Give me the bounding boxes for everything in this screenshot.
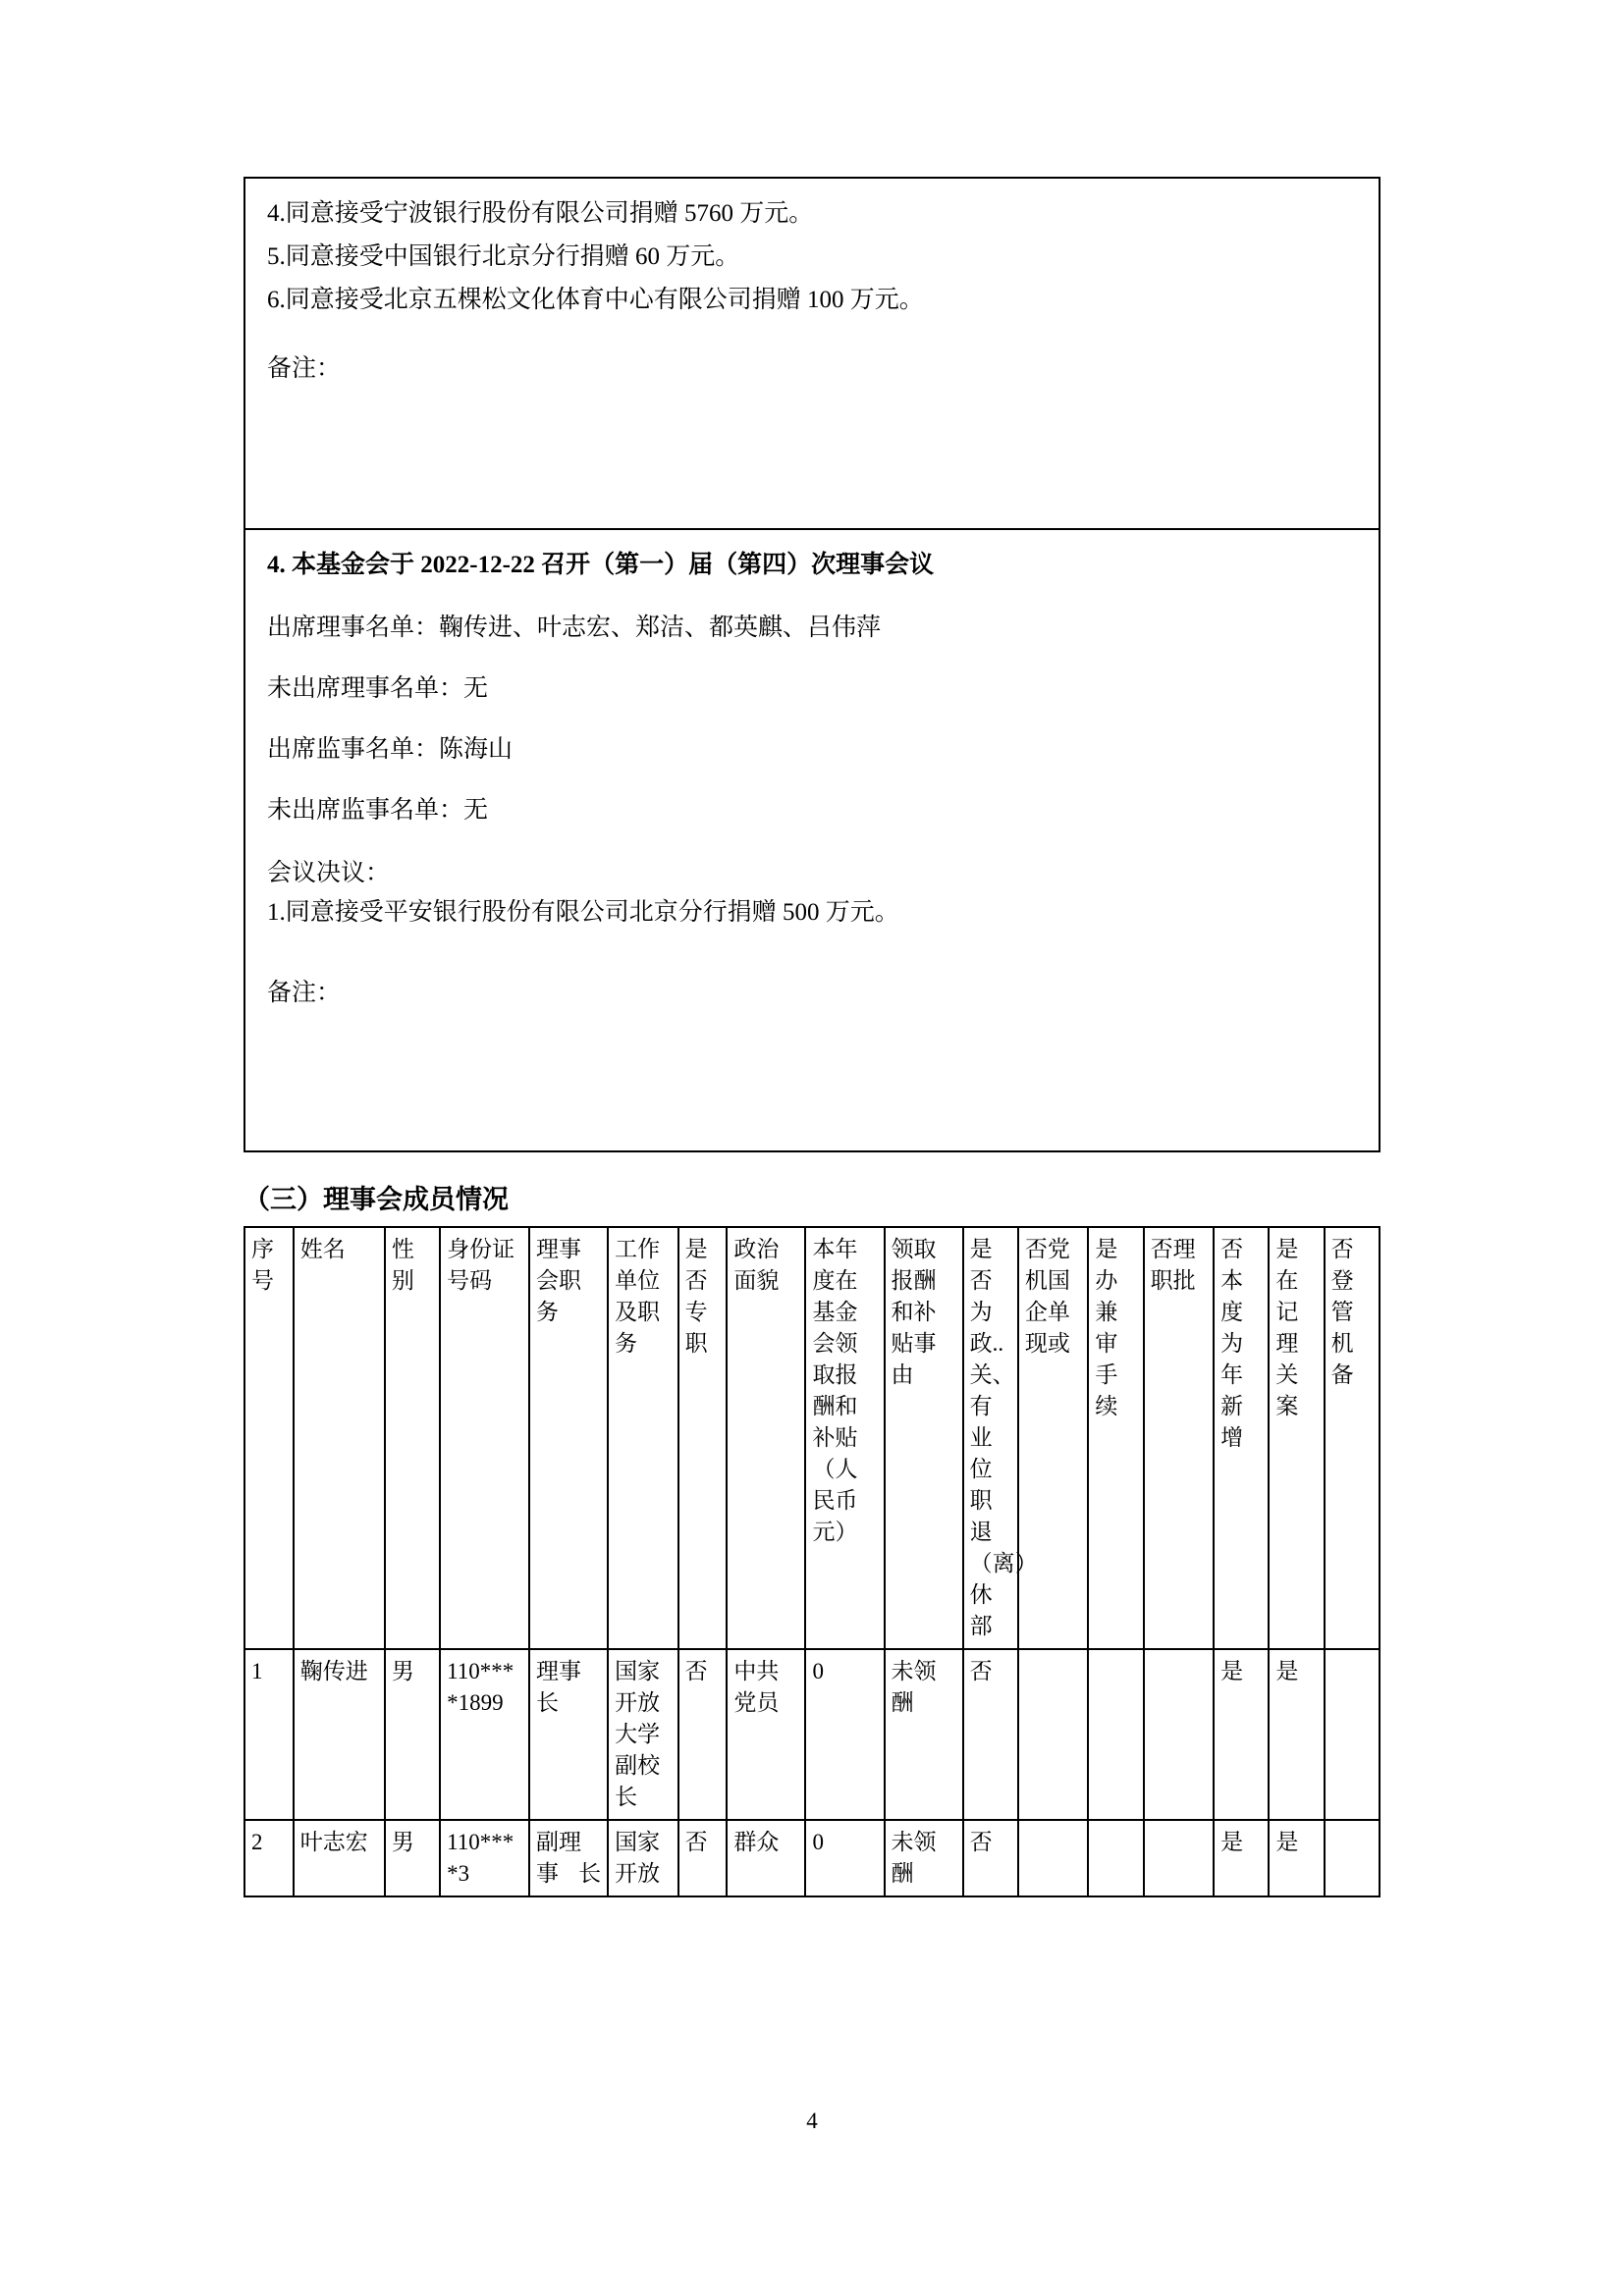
table-header-row [244,1227,1380,1649]
cell-work-unit: 国家开放大学副校长 [608,1649,677,1820]
cell-concurrent-approval [1088,1649,1143,1820]
resolution-item: 5.同意接受中国银行北京分行捐赠 60 万元。 [267,243,740,270]
cell-gender: 男 [385,1649,440,1820]
cell-board-position: 理事长 [529,1649,608,1820]
absent-directors [267,669,1357,709]
resolutions-section [245,179,1379,528]
remark-label: 备注： [267,355,342,382]
absent-supervisors-value: 无 [463,797,489,824]
remark-area [267,391,1357,518]
cell-index: 1 [244,1649,294,1820]
header-party-enterprise: 否党机国企单现或 [1018,1227,1088,1649]
cell-political-status: 中共党员 [727,1649,805,1820]
cell-id-number: 110****3 [440,1820,529,1896]
cell-gender: 男 [385,1820,440,1896]
cell-registered: 是 [1269,1820,1324,1896]
attending-directors-value: 鞠传进、叶志宏、郑洁、都英麒、吕伟萍 [439,614,882,641]
absent-supervisors-label: 未出席监事名单： [267,797,464,824]
cell-supervision-record [1325,1649,1380,1820]
cell-id-number: 110****1899 [440,1649,529,1820]
cell-new-this-year: 是 [1214,1820,1269,1896]
page-number: 4 [806,2109,818,2133]
cell-new-this-year: 是 [1214,1649,1269,1820]
cell-board-position: 副理事长 [529,1820,608,1896]
cell-payment: 0 [805,1820,884,1896]
attending-supervisors [267,730,1357,770]
table-row [244,1649,1380,1820]
cell-position-approval [1144,1649,1214,1820]
board-members-table [244,1226,1380,1897]
header-payment-reason: 领取报酬和补贴事由 [885,1227,963,1649]
header-full-time: 是否专职 [678,1227,728,1649]
cell-supervision-record [1325,1820,1380,1896]
cell-payment: 0 [805,1649,884,1820]
spacer [267,322,1357,347]
cell-name: 叶志宏 [294,1820,385,1896]
cell-concurrent-approval [1088,1820,1143,1896]
header-gender: 性别 [385,1227,440,1649]
table-row [244,1820,1380,1896]
section-heading: （三）理事会成员情况 [244,1185,509,1214]
header-position-approval: 否理职批 [1144,1227,1214,1649]
cell-full-time: 否 [678,1649,728,1820]
header-concurrent-approval: 是办兼审手续 [1088,1227,1143,1649]
meeting-resolution-label: 会议决议： [267,860,391,886]
cell-party-enterprise [1018,1649,1088,1820]
cell-payment-reason: 未领酬 [885,1649,963,1820]
header-payment: 本年度在基金会领取报酬和补贴（人民币元） [805,1227,884,1649]
cell-name: 鞠传进 [294,1649,385,1820]
meeting-title: 4. 本基金会于 2022-12-22 召开（第一）届（第四）次理事会议 [267,552,935,578]
header-board-position: 理事会职务 [529,1227,608,1649]
header-new-this-year: 否本度为年新增 [1214,1227,1269,1649]
resolution-item: 6.同意接受北京五棵松文化体育中心有限公司捐赠 100 万元。 [267,287,924,313]
cell-position-approval [1144,1820,1214,1896]
header-work-unit: 工作单位及职务 [608,1227,677,1649]
absent-directors-value: 无 [463,675,489,702]
attending-supervisors-label: 出席监事名单： [267,736,440,763]
header-index: 序号 [244,1227,294,1649]
header-registered: 是在记理关案 [1269,1227,1324,1649]
meeting-remark-label: 备注： [267,980,342,1006]
attending-directors-label: 出席理事名单： [267,614,440,641]
page-content [244,177,1380,1897]
header-id-number: 身份证号码 [440,1227,529,1649]
cell-full-time: 否 [678,1820,728,1896]
attending-directors [267,609,1357,648]
cell-index: 2 [244,1820,294,1896]
meeting-section [245,530,1379,1150]
absent-supervisors [267,791,1357,830]
header-political-status: 政治面貌 [727,1227,805,1649]
header-supervision-record: 否登管机备 [1325,1227,1380,1649]
header-retired-official: 是否为政..关、有业位职退（离）休部 [963,1227,1018,1649]
attending-supervisors-value: 陈海山 [439,736,514,763]
cell-retired-official: 否 [963,1649,1018,1820]
cell-retired-official: 否 [963,1820,1018,1896]
absent-directors-label: 未出席理事名单： [267,675,464,702]
cell-party-enterprise [1018,1820,1088,1896]
resolutions-block [244,177,1380,1152]
cell-political-status: 群众 [727,1820,805,1896]
cell-registered: 是 [1269,1649,1324,1820]
resolution-item: 4.同意接受宁波银行股份有限公司捐赠 5760 万元。 [267,200,814,227]
cell-work-unit: 国家开放 [608,1820,677,1896]
header-name: 姓名 [294,1227,385,1649]
meeting-resolution-item: 1.同意接受平安银行股份有限公司北京分行捐赠 500 万元。 [267,899,899,926]
cell-payment-reason: 未领酬 [885,1820,963,1896]
meeting-remark-area [267,1013,1357,1141]
